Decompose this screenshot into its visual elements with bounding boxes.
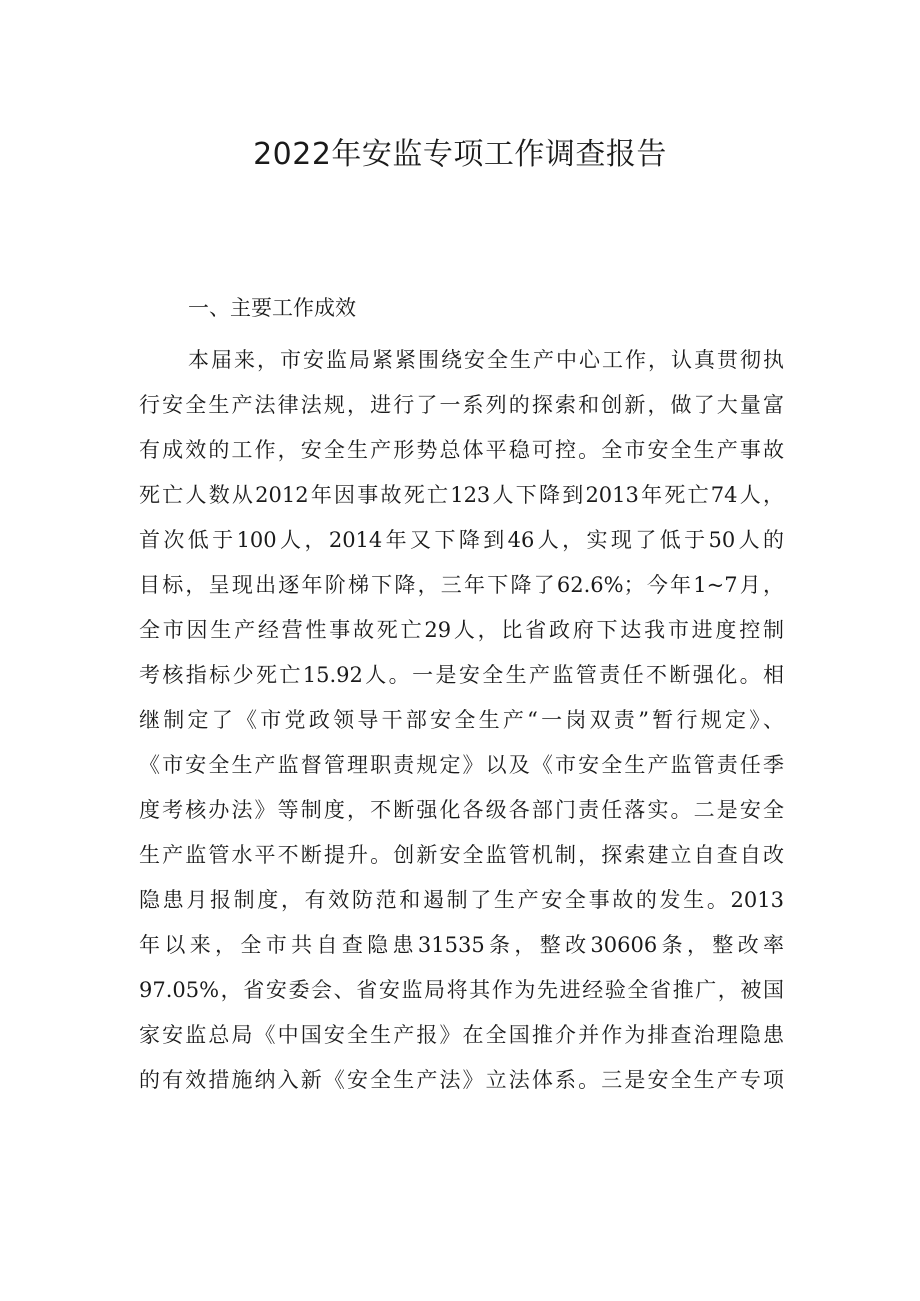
paragraph-line: 的有效措施纳入新《安全生产法》立法体系。三是安全生产专项 — [139, 1068, 784, 1092]
paragraph-line: 有成效的工作，安全生产形势总体平稳可控。全市安全生产事故 — [139, 438, 784, 462]
paragraph-line: 全市因生产经营性事故死亡29人，比省政府下达我市进度控制 — [139, 618, 784, 642]
paragraph-line: 生产监管水平不断提升。创新安全监管机制，探索建立自查自改 — [139, 843, 784, 867]
document-title: 2022年安监专项工作调查报告 — [253, 137, 667, 172]
paragraph-line: 年以来，全市共自查隐患31535条，整改30606条，整改率 — [139, 933, 784, 957]
paragraph-line: 度考核办法》等制度，不断强化各级各部门责任落实。二是安全 — [139, 798, 784, 822]
paragraph-line: 继制定了《市党政领导干部安全生产“一岗双责”暂行规定》、 — [139, 708, 784, 732]
paragraph-line: 隐患月报制度，有效防范和遏制了生产安全事故的发生。2013 — [139, 888, 784, 912]
paragraph-line: 目标，呈现出逐年阶梯下降，三年下降了62.6%；今年1~7月， — [139, 573, 784, 597]
body-paragraph — [139, 338, 784, 1103]
paragraph-line: 家安监总局《中国安全生产报》在全国推介并作为排查治理隐患 — [139, 1023, 784, 1047]
paragraph-line: 《市安全生产监督管理职责规定》以及《市安全生产监管责任季 — [139, 753, 784, 777]
paragraph-line: 97.05%，省安委会、省安监局将其作为先进经验全省推广，被国 — [139, 978, 784, 1002]
paragraph-line: 本届来，市安监局紧紧围绕安全生产中心工作，认真贯彻执 — [188, 348, 784, 372]
paragraph-line: 死亡人数从2012年因事故死亡123人下降到2013年死亡74人， — [139, 483, 784, 507]
paragraph-line: 行安全生产法律法规，进行了一系列的探索和创新，做了大量富 — [139, 393, 784, 417]
section-heading: 一、主要工作成效 — [188, 296, 356, 320]
paragraph-line: 考核指标少死亡15.92人。一是安全生产监管责任不断强化。相 — [139, 663, 784, 687]
paragraph-line: 首次低于100人，2014年又下降到46人，实现了低于50人的 — [139, 528, 784, 552]
